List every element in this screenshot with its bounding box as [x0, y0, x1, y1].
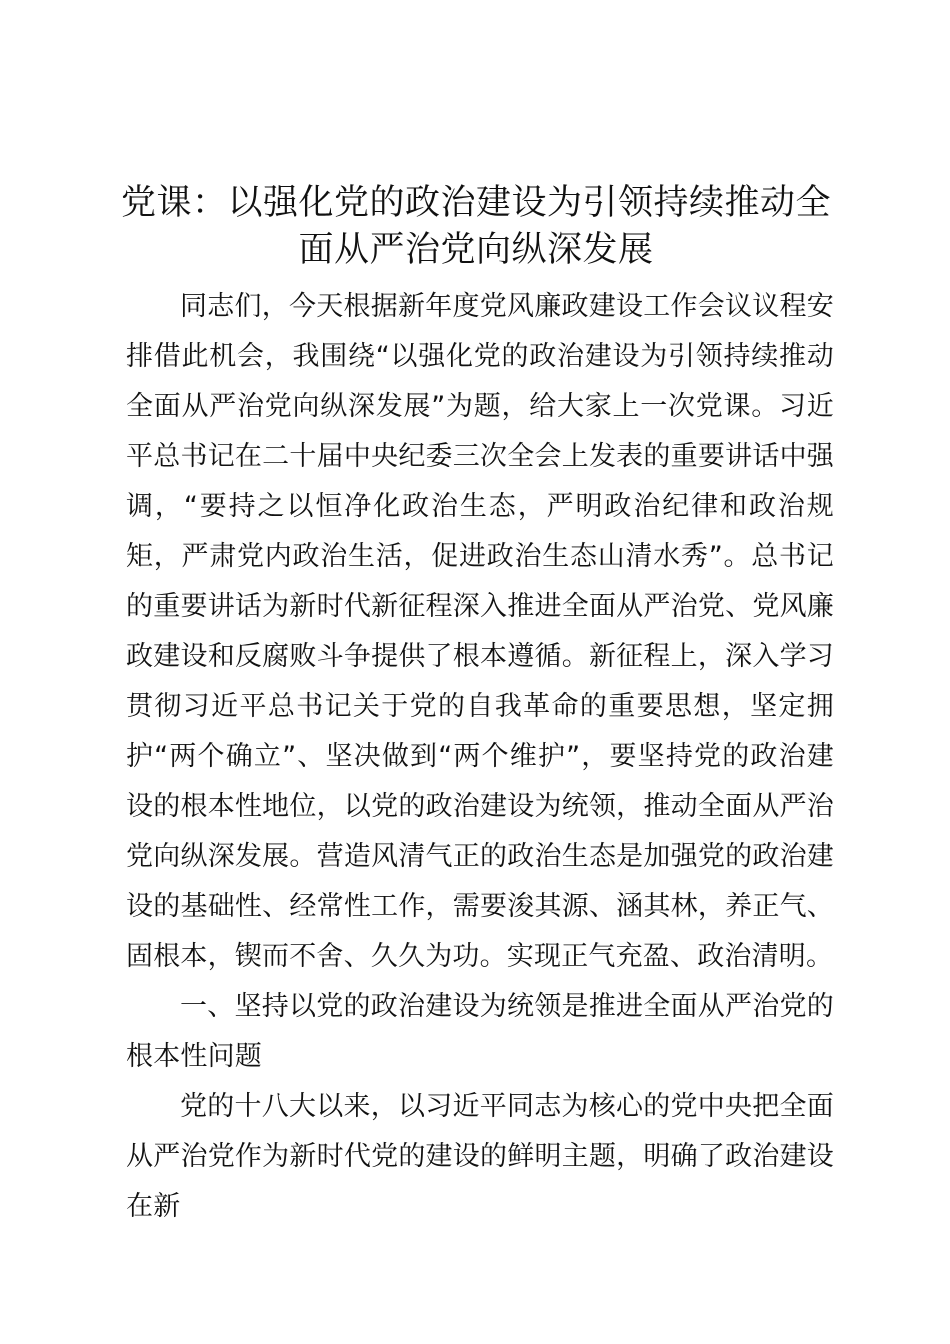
document-title: 党课：以强化党的政治建设为引领持续推动全面从严治党向纵深发展 — [120, 183, 831, 270]
document-body — [126, 282, 834, 1232]
section-heading-1: 一、坚持以党的政治建设为统领是推进全面从严治党的根本性问题 — [126, 991, 834, 1072]
section-1-paragraph: 党的十八大以来，以习近平同志为核心的党中央把全面从严治党作为新时代党的建设的鲜明主题，明确了政治建设在新 — [126, 1091, 834, 1222]
intro-paragraph: 同志们，今天根据新年度党风廉政建设工作会议议程安排借此机会，我围绕“以强化党的政治建设为引领持续推动全面从严治党向纵深发展”为题，给大家上一次党课。习近平总书记在二十届中央纪委三次全会上发表的重要讲话中强调，“要持之以恒净化政治生态，严明政治纪律和政治规矩，严肃党内政治生活，促进政治生态山清水秀”。总书记的重要讲话为新时代新征程深入推进全面从严治党、党风廉政建设和反腐败斗争提供了根本遵循。新征程上，深入学习贯彻习近平总书记关于党的自我革命的重要思想，坚定拥护“两个确立”、坚决做到“两个维护”，要坚持党的政治建设的根本性地位，以党的政治建设为统领，推动全面从严治党向纵深发展。营造风清气正的政治生态是加强党的政治建设的基础性、经常性工作，需要浚其源、涵其林，养正气、固根本，锲而不舍、久久为功。实现正气充盈、政治清明。 — [126, 291, 834, 972]
